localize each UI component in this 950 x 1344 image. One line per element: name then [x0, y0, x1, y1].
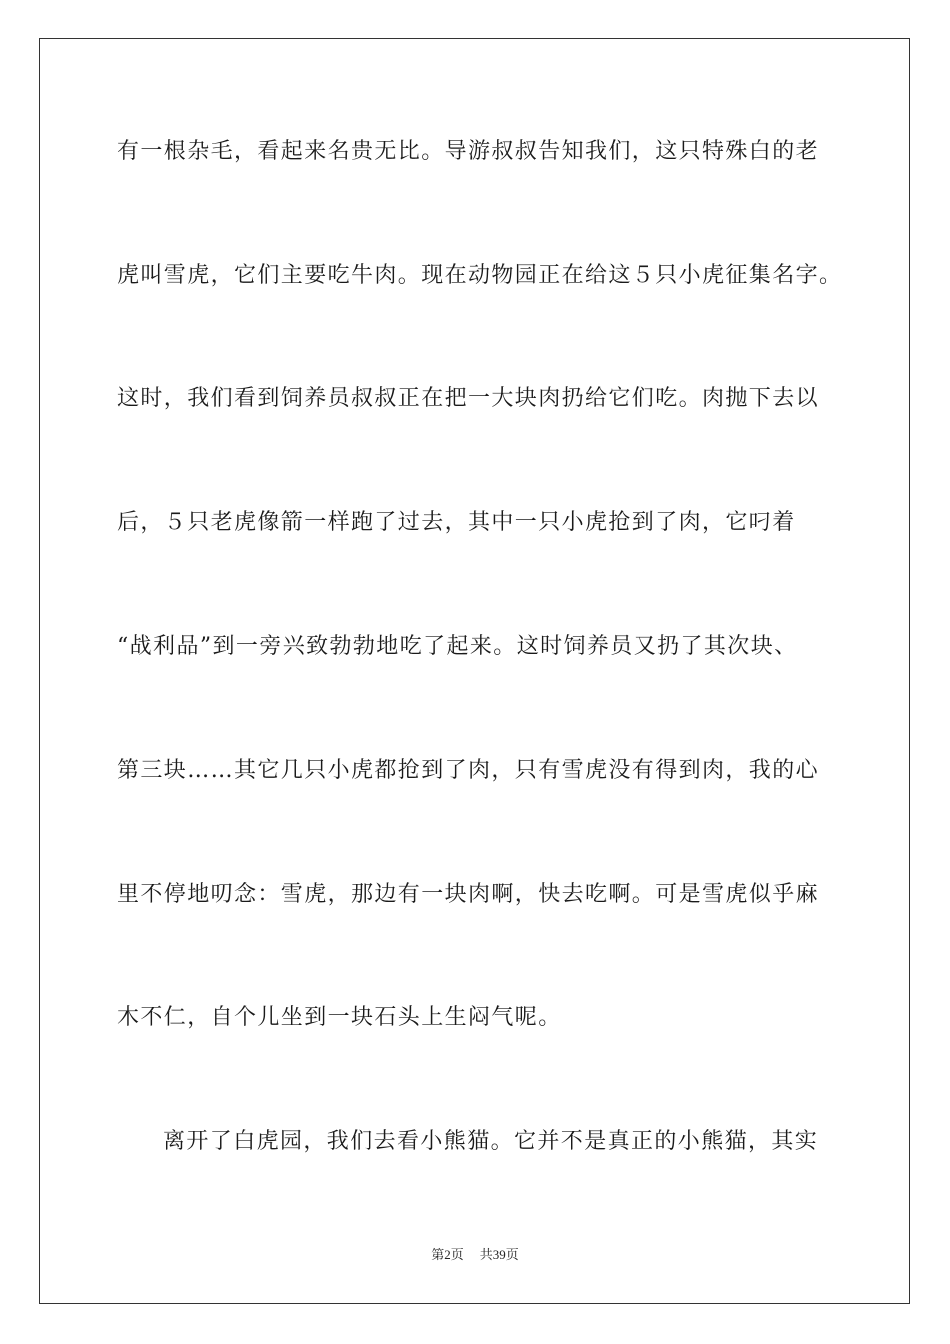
page-footer [0, 1246, 950, 1264]
paragraph-line-8: 木不仁，自个儿坐到一块石头上生闷气呢。 [117, 1005, 562, 1030]
paragraph-line-9: 离开了白虎园，我们去看小熊猫。它并不是真正的小熊猫，其实 [163, 1129, 819, 1154]
page-number: 第2页 [431, 1247, 464, 1262]
paragraph-line-1: 有一根杂毛，看起来名贵无比。导游叔叔告知我们，这只特殊白的老 [117, 139, 820, 164]
paragraph-line-6: 第三块……其它几只小虎都抢到了肉，只有雪虎没有得到肉，我的心 [117, 758, 820, 783]
page-border [39, 38, 910, 1304]
page-total: 共39页 [479, 1247, 519, 1262]
paragraph-line-2: 虎叫雪虎，它们主要吃牛肉。现在动物园正在给这５只小虎征集名字。 [117, 263, 843, 288]
paragraph-line-7: 里不停地叨念：雪虎，那边有一块肉啊，快去吃啊。可是雪虎似乎麻 [117, 882, 820, 907]
paragraph-line-5: “战利品”到一旁兴致勃勃地吃了起来。这时饲养员又扔了其次块、 [117, 634, 798, 659]
paragraph-line-4: 后，５只老虎像箭一样跑了过去，其中一只小虎抢到了肉，它叼着 [117, 510, 796, 535]
paragraph-line-3: 这时，我们看到饲养员叔叔正在把一大块肉扔给它们吃。肉抛下去以 [117, 386, 820, 411]
